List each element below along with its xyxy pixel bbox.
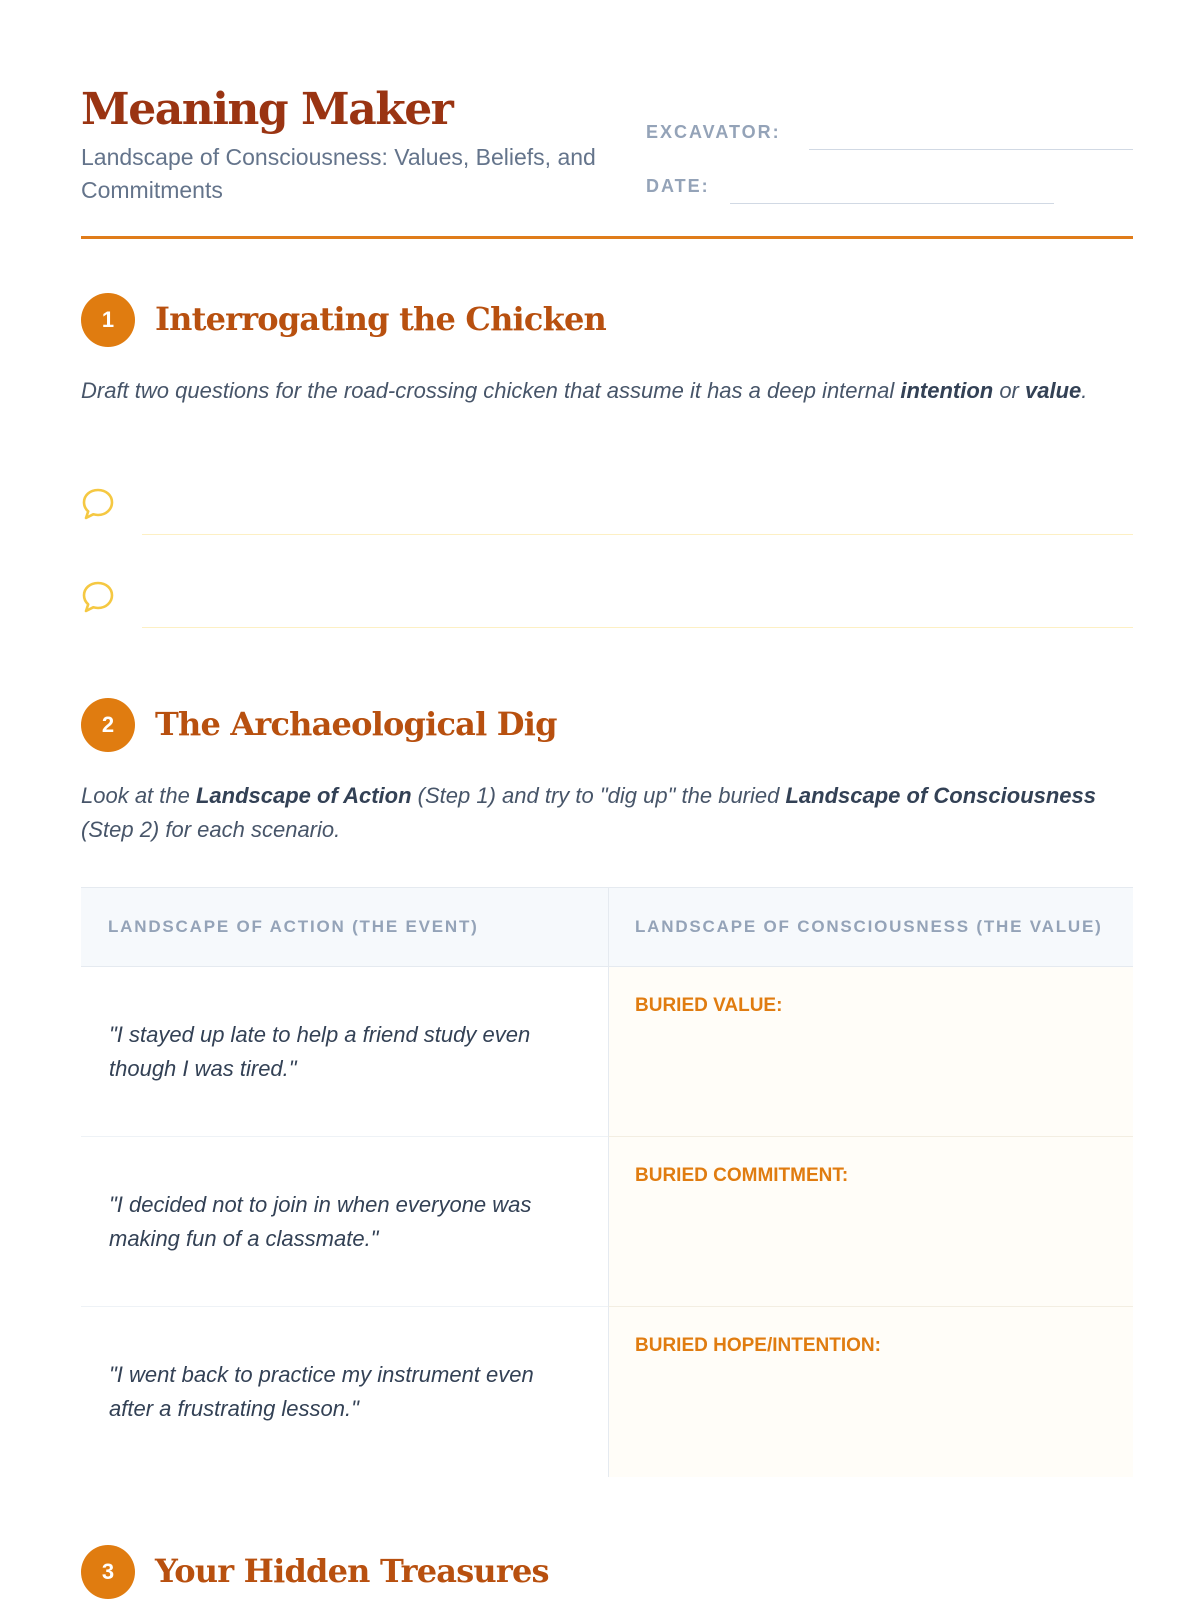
section-1-instruction: Draft two questions for the road-crossing chicken that assume it has a deep internal intention or value. [81, 378, 1088, 403]
worksheet-header [81, 84, 1133, 239]
table-cell-event: "I went back to practice my instrument even after a frustrating lesson." [109, 1362, 534, 1421]
section-3-number: 3 [81, 1545, 135, 1599]
speech-bubble-icon [81, 487, 115, 521]
dig-table [81, 887, 1133, 1477]
table-header-consciousness: LANDSCAPE OF CONSCIOUSNESS (THE VALUE) [608, 887, 1133, 967]
question-1-line[interactable] [142, 534, 1133, 535]
section-2-instruction: Look at the Landscape of Action (Step 1) and try to "dig up" the buried Landscape of Consciousness (Step 2) for each scenario. [81, 783, 1097, 842]
table-header-action: LANDSCAPE OF ACTION (THE EVENT) [81, 887, 608, 967]
section-3-title: Your Hidden Treasures [155, 1552, 549, 1590]
section-1-title: Interrogating the Chicken [155, 300, 606, 338]
speech-bubble-icon [81, 580, 115, 614]
table-cell-event: "I decided not to join in when everyone was making fun of a classmate." [81, 1137, 608, 1307]
buried-intention-label: BURIED HOPE/INTENTION: [635, 1335, 881, 1356]
page-subtitle: Landscape of Consciousness: Values, Beliefs, and Commitments [81, 144, 596, 203]
excavator-label: EXCAVATOR: [646, 122, 781, 142]
excavator-field[interactable] [809, 149, 1133, 150]
buried-value-cell[interactable] [608, 967, 1133, 1137]
buried-commitment-label: BURIED COMMITMENT: [635, 1165, 849, 1186]
section-2-title: The Archaeological Dig [155, 705, 557, 743]
section-2-number: 2 [81, 698, 135, 752]
table-cell-event: "I stayed up late to help a friend study even though I was tired." [81, 967, 608, 1137]
buried-value-label: BURIED VALUE: [635, 995, 783, 1016]
section-1-number: 1 [81, 293, 135, 347]
buried-intention-cell[interactable] [608, 1307, 1133, 1477]
page-title: Meaning Maker [81, 84, 453, 135]
date-label: DATE: [646, 176, 710, 196]
question-2-line[interactable] [142, 627, 1133, 628]
date-field[interactable] [730, 203, 1054, 204]
header-divider [81, 236, 1133, 239]
buried-commitment-cell[interactable] [608, 1137, 1133, 1307]
